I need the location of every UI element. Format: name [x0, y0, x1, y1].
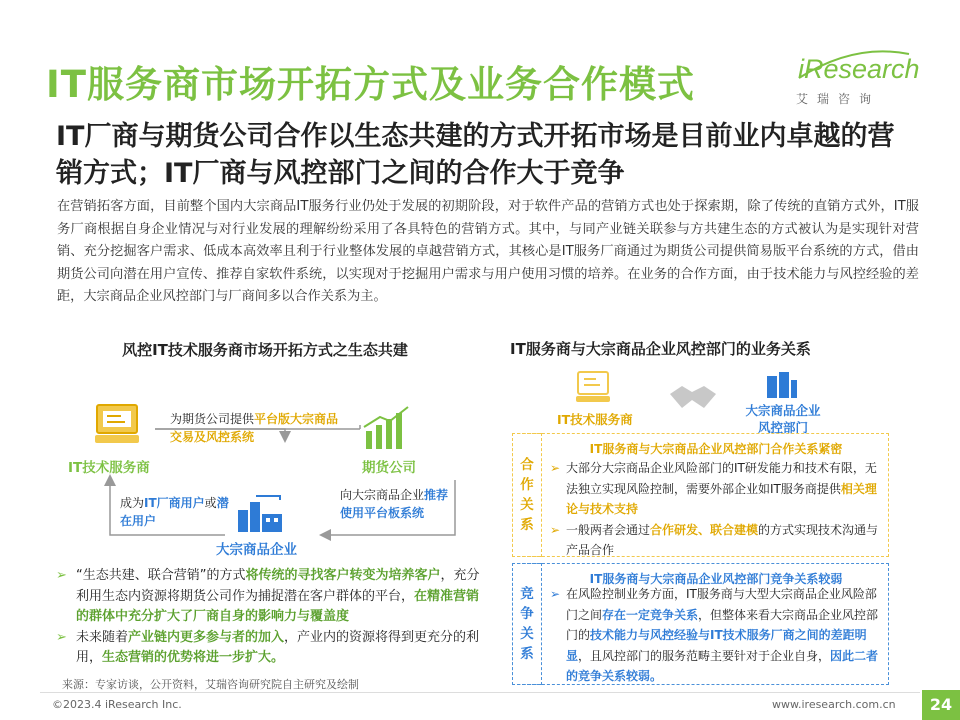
left-section-title: 风控IT技术服务商市场开拓方式之生态共建: [122, 341, 408, 359]
edge-right-label: 向大宗商品企业推荐使用平台板系统: [340, 488, 449, 520]
cooperation-text: ➢ 大部分大宗商品企业风险部门的IT研发能力和技术有限，无法独立实现风险控制，需要外部企业如IT服务商提供相关理论与技术支持 ➢ 一般两者会通过合作研发、联合建模的方式实现技术沟通与产品合作: [550, 461, 879, 557]
factory-icon: [236, 492, 284, 538]
page-subtitle: IT厂商与期货公司合作以生态共建的方式开拓市场是目前业内卓越的营销方式；IT厂商与风控部门之间的合作大于竞争: [56, 121, 895, 189]
bullet-item: ➢ 未来随着产业链内更多参与者的加入，产业内的资源将得到更充分的利用，生态营销的优势将进一步扩大。: [56, 629, 480, 665]
body-paragraph: 在营销拓客方面，目前整个国内大宗商品IT服务行业仍处于发展的初期阶段，对于软件产品的营销方式也处于探索期，除了传统的直销方式外，IT服务厂商根据自身企业情况与对行业发展的理解纷纷采用了各具特色的营销方式。其中，与同产业链关联参与方共建生态的方式被认为是实现针对营销、充分挖掘客户需求、低成本高效率且利于行业整体发展的卓越营销方式，其核心是IT服务厂商通过为期货公司提供简易版平台系统的方式，借由期货公司向潜在用户宣传、推荐自家软件系统，以实现对于挖掘用户需求与用户使用习惯的培养。在业务的合作方面，由于技术能力与风控经验的差距，大宗商品企业风控部门与厂商间多以合作关系为主。: [57, 199, 919, 305]
logo-subtext: 艾瑞咨询: [796, 92, 881, 106]
building-icon: [765, 370, 799, 404]
node-it-label: IT技术服务商: [68, 460, 150, 476]
page-title: IT服务商市场开拓方式及业务合作模式: [46, 63, 696, 106]
footer-divider: [40, 692, 920, 693]
right-node-it-label: IT技术服务商: [557, 412, 633, 427]
edge-left-label: 成为IT厂商用户或潜在用户: [120, 496, 229, 528]
bullet-item: ➢ “生态共建、联合营销”的方式将传统的寻找客户转变为培养客户，充分利用生态内资源将期货公司作为捕捉潜在客户群体的平台，在精准营销的群体中充分扩大了厂商自身的影响力与覆盖度: [56, 568, 480, 624]
source-note: 来源：专家访谈，公开资料，艾瑞咨询研究院自主研究及绘制: [62, 678, 359, 691]
right-section-title: IT服务商与大宗商品企业风控部门的业务关系: [510, 340, 811, 358]
bar-chart-icon: [362, 405, 412, 455]
footer-copyright: ©2023.4 iResearch Inc.: [52, 698, 182, 711]
computer-icon: [95, 403, 139, 451]
handshake-icon: [668, 380, 718, 418]
computer-icon: [576, 370, 610, 408]
competition-heading: IT服务商与大宗商品企业风控部门竞争关系较弱: [589, 572, 843, 586]
competition-label: 竞争关系: [520, 586, 534, 662]
right-node-enterprise-label: 大宗商品企业 风控部门: [745, 403, 821, 435]
iresearch-logo: [792, 54, 920, 110]
footer-url[interactable]: www.iresearch.com.cn: [772, 698, 896, 711]
page-number: 24: [922, 690, 960, 720]
node-enterprise-label: 大宗商品企业: [216, 542, 297, 558]
cooperation-heading: IT服务商与大宗商品企业风控部门合作关系紧密: [589, 442, 843, 456]
cooperation-label: 合作关系: [520, 457, 534, 533]
competition-text: ➢ 在风险控制业务方面，IT服务商与大型大宗商品企业风险部门之间存在一定竞争关系，但整体来看大宗商品企业风控部门的技术能力与风控经验与IT技术服务厂商之间的差距明显，且风控部门的服务范畴主要针对于企业自身，因此二者的竞争关系较弱。: [550, 587, 879, 683]
left-bullets: [56, 566, 486, 669]
edge-top-label: 为期货公司提供平台版大宗商品交易及风控系统: [170, 412, 339, 444]
logo-word: iResearch: [798, 54, 920, 84]
node-futures-label: 期货公司: [362, 460, 416, 476]
